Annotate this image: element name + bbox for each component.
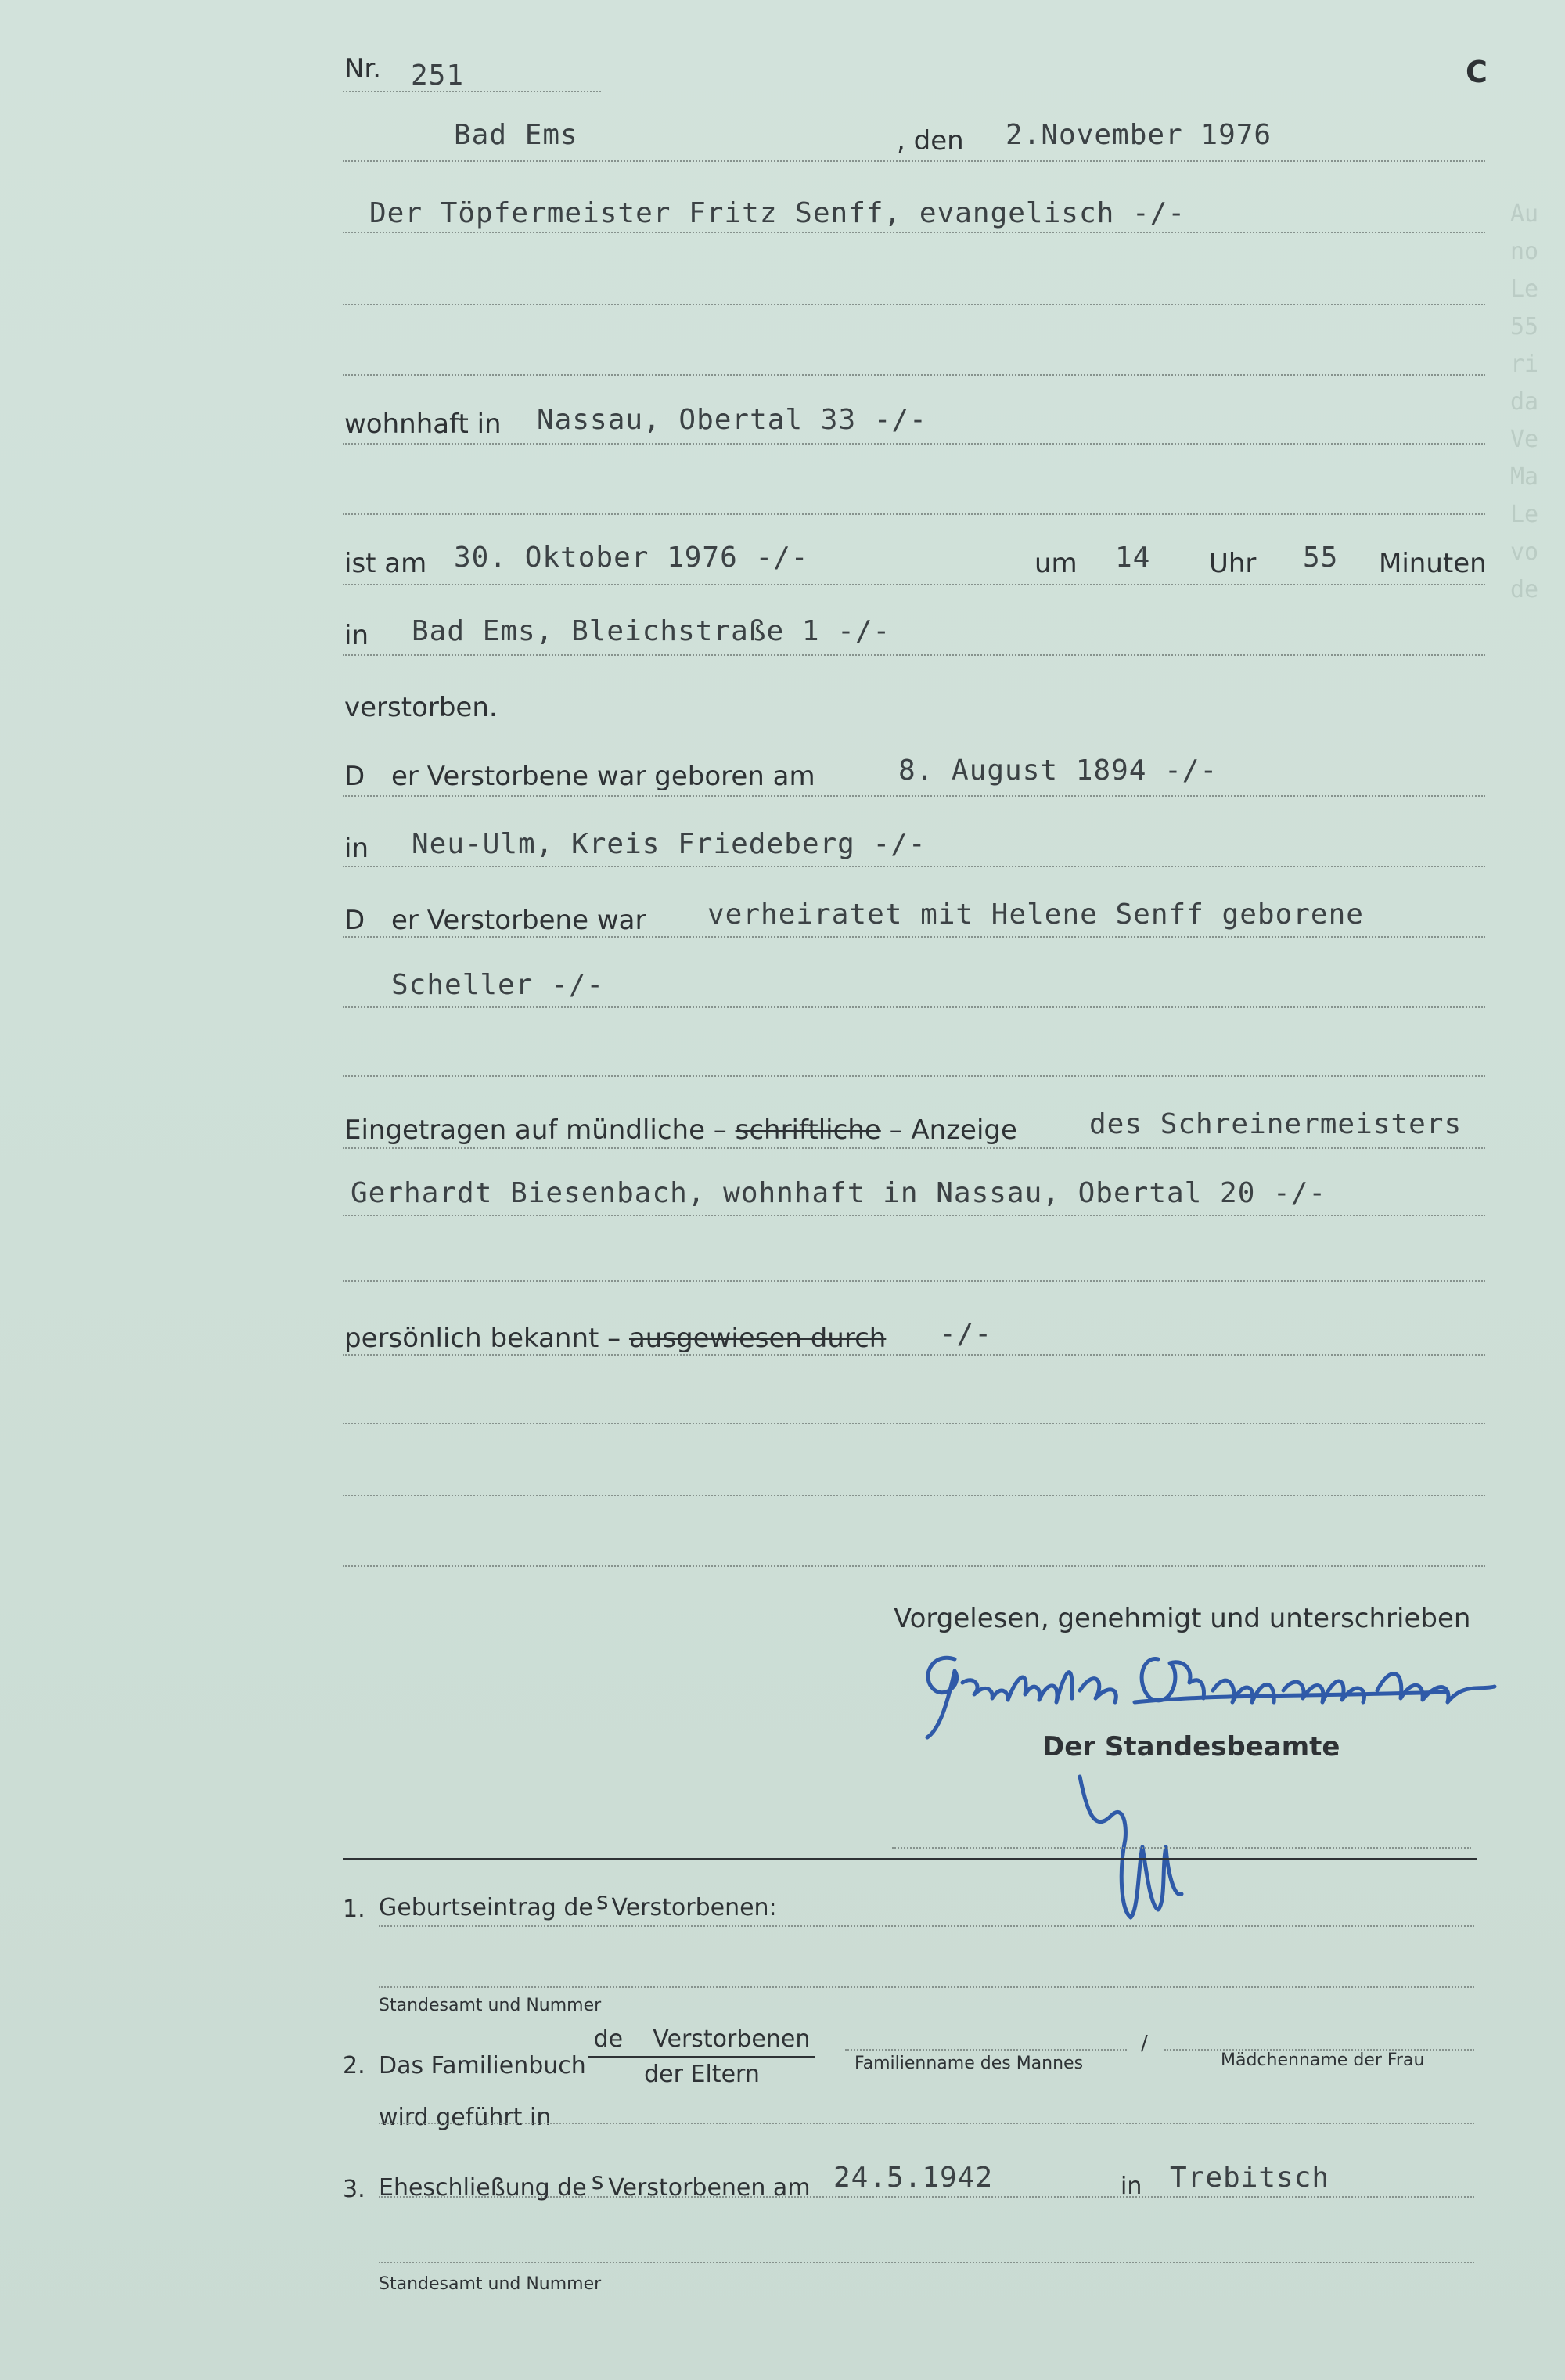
registration-value-1: des Schreinermeisters (1089, 1108, 1462, 1140)
item2-fraction (588, 2025, 815, 2088)
den-label: , den (897, 125, 964, 157)
birth-date-rule (343, 795, 1485, 797)
person-line-2-rule (343, 304, 1485, 305)
ist-am-label: ist am (344, 548, 427, 579)
informant-signature (900, 1636, 1565, 1745)
item3-rule-2 (379, 2262, 1474, 2263)
maedchenname-label: Mädchenname der Frau (1221, 2051, 1425, 2070)
item1-label-rest: Verstorbenen: (611, 1894, 777, 1921)
familienname-label: Familienname des Mannes (854, 2054, 1084, 2073)
date-value: 2.November 1976 (1006, 119, 1272, 151)
identity-value: -/- (939, 1318, 993, 1350)
identity-label-struck: ausgewiesen durch (628, 1323, 887, 1354)
marital-rule-2 (343, 1006, 1485, 1008)
item1-label-a: Geburtseintrag de (379, 1894, 593, 1921)
place-value: Bad Ems (454, 119, 578, 151)
item2-label: Das Familienbuch (379, 2052, 586, 2079)
wohnhaft-rule (343, 443, 1485, 445)
footer-divider (343, 1858, 1477, 1860)
item2-frac-bar (588, 2056, 815, 2058)
identity-rule-2 (343, 1423, 1485, 1424)
death-hour-value: 14 (1115, 542, 1151, 574)
birth-label-d: D (344, 761, 365, 792)
birth-in-label: in (344, 833, 369, 864)
verstorben-label: verstorben. (344, 692, 498, 723)
person-line-1-rule (343, 232, 1485, 233)
item2-rule-2 (379, 2123, 1474, 2124)
marital-value-1: verheiratet mit Helene Senff geborene (707, 898, 1364, 931)
item3-num: 3. (343, 2176, 365, 2203)
registrar-label: Der Standesbeamte (1042, 1731, 1340, 1762)
registration-value-2: Gerhardt Biesenbach, wohnhaft in Nassau, Obertal 20 -/- (351, 1177, 1327, 1209)
item3-label-s: s (591, 2168, 604, 2195)
death-place-value: Bad Ems, Bleichstraße 1 -/- (412, 615, 891, 647)
item2-num: 2. (343, 2052, 365, 2079)
marital-label: er Verstorbene war (391, 905, 646, 936)
marital-rule-1 (343, 936, 1485, 938)
birth-place-value: Neu-Ulm, Kreis Friedeberg -/- (412, 828, 926, 860)
item1-num: 1. (343, 1896, 365, 1923)
date-line (343, 160, 1485, 162)
death-minute-value: 55 (1303, 542, 1339, 574)
marital-rule-3 (343, 1075, 1485, 1077)
uhr-label: Uhr (1209, 548, 1257, 579)
item3-in-label: in (1121, 2173, 1142, 2200)
registrar-rule (892, 1847, 1471, 1849)
wohnhaft-rule-2 (343, 513, 1485, 515)
wohnhaft-value: Nassau, Obertal 33 -/- (537, 404, 927, 436)
registration-label-struck: schriftliche (735, 1114, 881, 1146)
death-date-rule (343, 584, 1485, 585)
item2-frac-top-b: Verstorbenen (653, 2025, 811, 2053)
registration-rule-2 (343, 1215, 1485, 1216)
standesamt-label-2: Standesamt und Nummer (379, 2274, 602, 2294)
marital-value-2: Scheller -/- (391, 969, 605, 1001)
item2-slash: / (1141, 2032, 1148, 2055)
nr-value: 251 (411, 59, 465, 92)
minuten-label: Minuten (1379, 548, 1487, 579)
identity-rule-1 (343, 1354, 1485, 1356)
um-label: um (1034, 548, 1078, 579)
identity-label-a: persönlich bekannt – (344, 1323, 621, 1354)
registration-label (344, 1114, 1017, 1146)
birth-place-rule (343, 866, 1485, 867)
marital-label-d: D (344, 905, 365, 936)
bleed-through-right (900, 110, 1526, 1675)
identity-label (344, 1323, 886, 1354)
wohnhaft-label: wohnhaft in (344, 409, 502, 440)
death-place-rule (343, 654, 1485, 656)
bleed-through-left: Au no Le 55 ri da Ve Ma Le vo de (1510, 200, 1539, 603)
registration-rule-1 (343, 1147, 1485, 1149)
item1-rule (379, 1925, 1474, 1927)
item3-label-rest: Verstorbenen am (608, 2174, 811, 2202)
standesamt-label-1: Standesamt und Nummer (379, 1996, 602, 2015)
form-letter: C (1466, 55, 1488, 89)
person-line-3-rule (343, 374, 1485, 376)
item3-label-a: Eheschließung de (379, 2174, 587, 2202)
item1-label (379, 1888, 777, 1921)
registration-label-a: Eingetragen auf mündliche – (344, 1114, 727, 1146)
read-approved-label: Vorgelesen, genehmigt und unterschrieben (894, 1603, 1471, 1634)
item3-place: Trebitsch (1170, 2162, 1330, 2194)
item3-date: 24.5.1942 (833, 2162, 994, 2194)
identity-rule-3 (343, 1495, 1485, 1496)
birth-date-value: 8. August 1894 -/- (898, 754, 1218, 787)
item2-frac-top (588, 2025, 815, 2053)
item1-rule-2 (379, 1986, 1474, 1988)
identity-rule-4 (343, 1565, 1485, 1567)
registration-rule-3 (343, 1280, 1485, 1282)
nr-label: Nr. (344, 53, 382, 85)
item1-label-s: s (595, 1888, 609, 1915)
death-in-label: in (344, 620, 369, 651)
death-date-value: 30. Oktober 1976 -/- (454, 542, 809, 574)
wird-gefuehrt-label: wird geführt in (379, 2104, 552, 2131)
item2-rule-left (845, 2049, 1127, 2051)
item3-rule (379, 2196, 1474, 2198)
registration-label-b: – Anzeige (889, 1114, 1017, 1146)
person-line-1: Der Töpfermeister Fritz Senff, evangelisch -/- (369, 197, 1185, 229)
birth-label: er Verstorbene war geboren am (391, 761, 815, 792)
nr-line (343, 91, 601, 92)
item2-frac-top-a: de (593, 2025, 624, 2053)
item2-frac-bottom: der Eltern (644, 2061, 760, 2088)
